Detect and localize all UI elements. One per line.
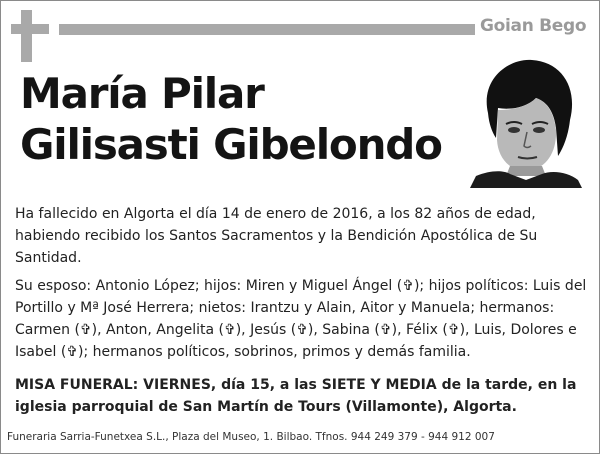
funeral-notice: MISA FUNERAL: VIERNES, día 15, a las SIETE Y MEDIA de la tarde, en la iglesia parroquial de San Martín de Tours (Villamonte), Algorta. — [15, 377, 577, 415]
deceased-name-line1: María Pilar — [20, 69, 264, 118]
deceased-portrait — [470, 58, 582, 188]
header-divider-bar — [59, 24, 475, 35]
family-list: Su esposo: Antonio López; hijos: Miren y Miguel Ángel (✞); hijos políticos: Luis del Portillo y Mª José Herrera; nietos: Irantzu y Alain, Aitor y Manuela; hermanos: Carmen (✞), Anton, Angelita (✞), Jesús (✞), Sabina (✞), Félix (✞), Luis, Dolores e Isabel (✞); hermanos políticos, sobrinos, primos y demás familia. — [15, 278, 587, 360]
deceased-name — [20, 68, 442, 170]
brand-label: Goian Bego — [480, 16, 587, 36]
death-announcement: Ha fallecido en Algorta el día 14 de enero de 2016, a los 82 años de edad, habiendo recibido los Santos Sacramentos y la Bendición Apostólica de Su Santidad. — [15, 206, 538, 266]
cross-icon-horizontal — [11, 24, 49, 34]
funeral-home-info: Funeraria Sarria-Funetxea S.L., Plaza del Museo, 1. Bilbao. Tfnos. 944 249 379 - 944 912 007 — [7, 431, 495, 443]
deceased-name-line2: Gilisasti Gibelondo — [20, 120, 442, 169]
cross-icon-vertical — [21, 10, 32, 62]
